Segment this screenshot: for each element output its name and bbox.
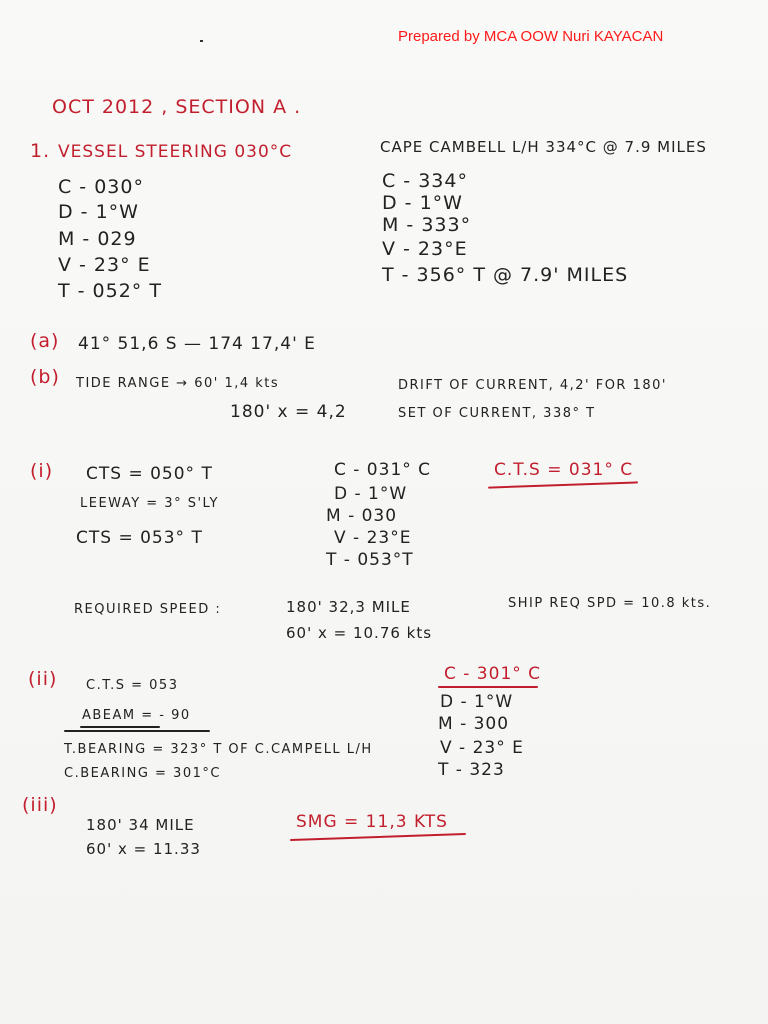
leeway-row: LEEWAY = 3° S'LY [80,496,219,511]
left-conversion-line: M - 029 [58,228,137,250]
ink-speck [200,40,203,42]
part-ii-conversion: D - 1°W [440,692,514,712]
part-ii-conversion: C - 301° C [444,664,542,684]
part-ii-conversion: V - 23° E [440,738,524,758]
true-bearing-row: T.BEARING = 323° T OF C.CAMPELL L/H [64,742,373,757]
cts-row: C.T.S = 053 [86,678,179,693]
part-i-conversion: D - 1°W [334,484,408,504]
part-i-conversion: V - 23°E [334,528,412,548]
right-conversion-line: D - 1°W [382,192,463,214]
part-ii-conversion: M - 300 [438,714,510,734]
calculation-divider [64,730,210,732]
speed-row2: 60' x = 10.76 kts [286,624,433,642]
right-conversion-line: T - 356° T @ 7.9' MILES [382,264,629,286]
part-ii-compass-underline [438,686,538,688]
page-title: OCT 2012 , SECTION A . [52,96,302,118]
cts-result: C.T.S = 031° C [494,460,634,480]
cape-campbell-label: CAPE CAMBELL L/H 334°C @ 7.9 MILES [380,138,707,156]
question-label: VESSEL STEERING 030°C [58,142,293,162]
part-i-conversion: C - 031° C [334,460,432,480]
speed-row1: 180' 32,3 MILE [286,598,411,616]
part-a-position: 41° 51,6 S — 174 17,4' E [78,334,316,354]
left-conversion-line: T - 052° T [58,280,162,302]
smg-result: SMG = 11,3 KTS [296,812,448,832]
abeam-row: ABEAM = - 90 [82,708,191,723]
part-iii-row1: 180' 34 MILE [86,816,195,834]
part-iii-row2: 60' x = 11.33 [86,840,201,858]
tide-range-row: TIDE RANGE → 60' 1,4 kts [76,376,280,391]
part-i-label: (i) [30,460,54,482]
part-ii-label: (ii) [28,668,58,690]
part-b-label: (b) [30,366,60,388]
cts-result-underline [488,481,638,488]
right-conversion-line: C - 334° [382,170,468,192]
question-number: 1. [30,140,51,162]
required-speed-label: REQUIRED SPEED : [74,602,222,617]
abeam-underline [80,726,160,728]
left-conversion-line: D - 1°W [58,201,139,223]
drift-of-current: DRIFT OF CURRENT, 4,2' FOR 180' [398,378,667,393]
cts-row: CTS = 050° T [86,464,213,484]
part-i-conversion: M - 030 [326,506,398,526]
left-conversion-line: C - 030° [58,176,144,198]
cts-corrected-row: CTS = 053° T [76,528,203,548]
ship-required-speed: SHIP REQ SPD = 10.8 kts. [508,596,712,611]
right-conversion-line: M - 333° [382,214,472,236]
right-conversion-line: V - 23°E [382,238,468,260]
smg-underline [290,833,466,841]
part-ii-conversion: T - 323 [438,760,505,780]
left-conversion-line: V - 23° E [58,254,151,276]
tide-range-row2: 180' x = 4,2 [230,402,347,422]
part-iii-label: (iii) [22,794,58,816]
compass-bearing-row: C.BEARING = 301°C [64,766,221,781]
part-a-label: (a) [30,330,60,352]
part-i-conversion: T - 053°T [326,550,414,570]
prepared-by-header: Prepared by MCA OOW Nuri KAYACAN [398,28,664,45]
set-of-current: SET OF CURRENT, 338° T [398,406,596,421]
